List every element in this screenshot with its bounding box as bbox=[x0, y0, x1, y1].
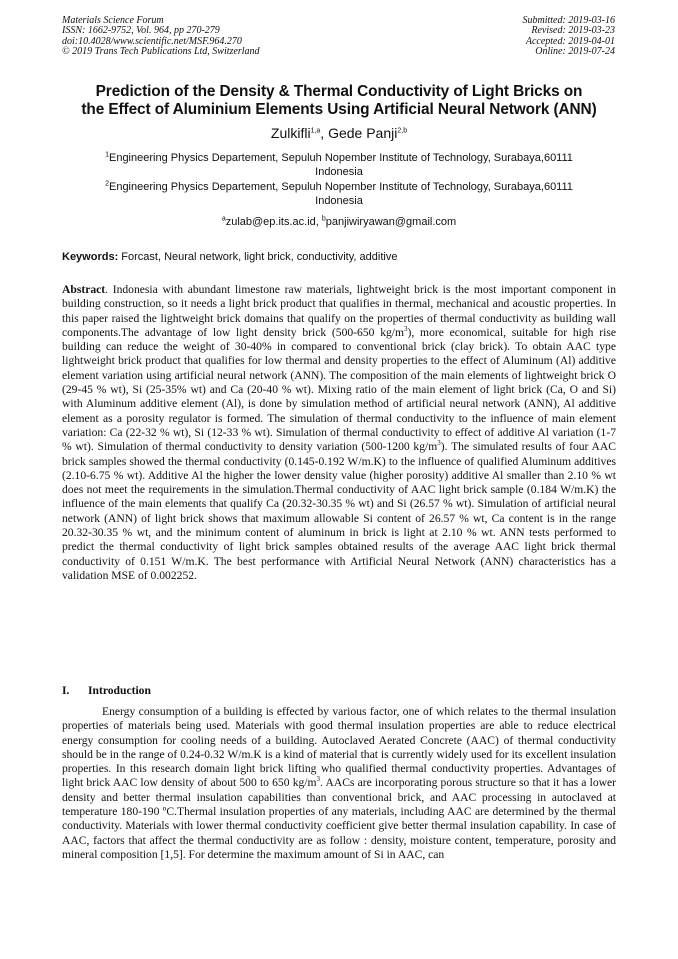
affiliation-2-line-1: Engineering Physics Departement, Sepuluh Nopember Institute of Technology, Surabaya,60111 bbox=[108, 181, 573, 193]
abstract-text-1: . Indonesia with abundant limestone raw materials, lightweight brick is the most important component in building construction, so it needs a light brick product that qualifies in thermal, mechanical and acoustic properties. In this paper raised the lightweight brick domains that qualify on the properties of thermal conductivity as building wall components.The advantage of low light density brick (500-650 kg/m bbox=[62, 283, 616, 339]
affiliation-2-number: 2 bbox=[105, 180, 109, 188]
section-number: I. bbox=[62, 684, 70, 697]
abstract-sup-2: 3 bbox=[437, 439, 441, 448]
email-a: zulab@ep.its.ac.id, bbox=[225, 216, 322, 228]
keywords-text: Forcast, Neural network, light brick, conductivity, additive bbox=[118, 251, 398, 263]
accepted-date: Accepted: 2019-04-01 bbox=[525, 35, 615, 47]
email-b-marker: b bbox=[321, 215, 326, 223]
revised-date: Revised: 2019-03-23 bbox=[531, 25, 615, 37]
intro-sup-1: 3 bbox=[316, 775, 321, 784]
affiliation-2-line-2: Indonesia bbox=[315, 195, 363, 207]
journal-name: Materials Science Forum bbox=[62, 15, 164, 26]
affiliation-1-line-1: Engineering Physics Departement, Sepuluh Nopember Institute of Technology, Surabaya,60111 bbox=[108, 152, 573, 164]
affiliation-1-line-2: Indonesia bbox=[315, 166, 363, 178]
author-emails bbox=[0, 215, 678, 229]
author-list bbox=[0, 124, 678, 142]
author-1-affil: 1,a bbox=[310, 127, 321, 135]
author-separator: , bbox=[320, 125, 329, 141]
intro-text-1: Energy consumption of a building is effected by various factor, one of which relates to the thermal insulation properties of materials being used. Materials with good thermal insulation properties are able to reduce electrical energy consumption for cooling needs of a building. Autoclaved Aerated Concrete (AAC) of thermal conductivity should be in the range of 0.24-0.32 W/m.K is a kind of material that is currently widely used for its excellent insulation properties. In this research domain light brick lifting who qualified thermal conductivity properties. Advantages of light brick AAC low density of about 500 to 650 kg/m bbox=[62, 705, 616, 790]
copyright-line: © 2019 Trans Tech Publications Ltd, Switzerland bbox=[62, 46, 260, 58]
abstract-sup-1: 3 bbox=[404, 325, 408, 334]
author-1: Zulkifli bbox=[270, 125, 311, 141]
title-line-2: the Effect of Aluminium Elements Using Artificial Neural Network (ANN) bbox=[81, 101, 597, 118]
introduction-paragraph bbox=[62, 705, 616, 862]
abstract bbox=[62, 283, 616, 583]
submitted-date: Submitted: 2019-03-16 bbox=[522, 15, 615, 26]
keywords bbox=[62, 250, 616, 264]
abstract-text-2: ), more economical, suitable for high rise building can reduce the weight of 30-40% in compared to conventional brick (clay brick). To obtain AAC type lightweight brick product that qualifies for low thermal and density properties to the effect of Aluminum (Al) additive element variation using artificial neural network (ANN). The composition of the main elements of lightweight brick O (29-45 % wt), Si (25-35% wt) and Ca (20-40 % wt). Mixing ratio of the main element of light brick (Ca, O and Si) with Aluminum additive element (Al), is done by simulation method of artificial neural network (ANN), Al additive element as a porosity regulator is formed. The simulation of thermal conductivity to the influence of main element variation: Ca (22-32 % wt), Si (12-33 % wt). Simulation of thermal conductivity to effect of additive Al variation (1-7 % wt). Simulation of thermal conductivity to density variation (500-1200 kg/m bbox=[62, 325, 616, 454]
dates-header bbox=[523, 16, 616, 58]
affiliation-2 bbox=[62, 180, 616, 208]
issn-line: ISSN: 1662-9752, Vol. 964, pp 270-279 bbox=[62, 25, 220, 37]
intro-text-2: . AACs are incorporating porous structure so that it has a lower density and better thermal insulation capabilities than conventional brick, and AAC processing in autoclaved at temperature 180-190 ºC.Thermal insulation properties of any materials, including AAC are determined by the thermal conductivity. Materials with lower thermal conductivity coefficient give better thermal insulation capability. In case of AAC, factors that affect the thermal conductivity are as follow : density, moisture content, temperature, porosity and mineral composition [1,5]. For determine the maximum amount of Si in AAC, can bbox=[62, 776, 616, 861]
affiliation-1 bbox=[62, 151, 616, 179]
author-2: Gede Panji bbox=[328, 125, 398, 141]
author-2-affil: 2,b bbox=[397, 127, 408, 135]
doi-line: doi:10.4028/www.scientific.net/MSF.964.270 bbox=[62, 35, 242, 47]
abstract-text-3: ). The simulated results of four AAC brick samples showed the thermal conductivity (0.145-0.192 W/m.K) to the influence of qualified Aluminum additives (2.10-6.75 % wt). Additive Al the higher the lower density value (higher porosity) additive Al smaller than 2.10 % wt does not meet the requirements in the simulation.Thermal conductivity of AAC light brick sample (0.184 W/m.K) the influence of the main elements that qualify Ca (20.32-30.35 % wt) and Si (26.57 % wt). Simulation of artificial neural network (ANN) of light brick shows that maximum allowable Si content of 26.57 % wt, Ca content is in the range 20.32-30.35 % wt, and the minimum content of aluminum in brick is light at 2.10 % wt. ANN tests performed to predict the thermal conductivity of light brick samples obtained results of the average AAC light brick thermal conductivity of 0.151 W/m.K. The best performance with Artificial Neural Network (ANN) characteristics has a validation MSE of 0.002252. bbox=[62, 440, 616, 582]
keywords-label: Keywords: bbox=[62, 251, 119, 263]
email-b: panjiwiryawan@gmail.com bbox=[325, 216, 457, 228]
abstract-label: Abstract bbox=[62, 283, 106, 296]
email-a-marker: a bbox=[221, 215, 226, 223]
journal-header bbox=[62, 16, 260, 58]
paper-title bbox=[40, 83, 638, 119]
section-title: Introduction bbox=[88, 684, 151, 697]
affiliation-1-number: 1 bbox=[105, 151, 109, 159]
online-date: Online: 2019-07-24 bbox=[535, 46, 615, 58]
section-heading-introduction bbox=[62, 684, 151, 697]
title-line-1: Prediction of the Density & Thermal Conductivity of Light Bricks on bbox=[95, 83, 583, 100]
